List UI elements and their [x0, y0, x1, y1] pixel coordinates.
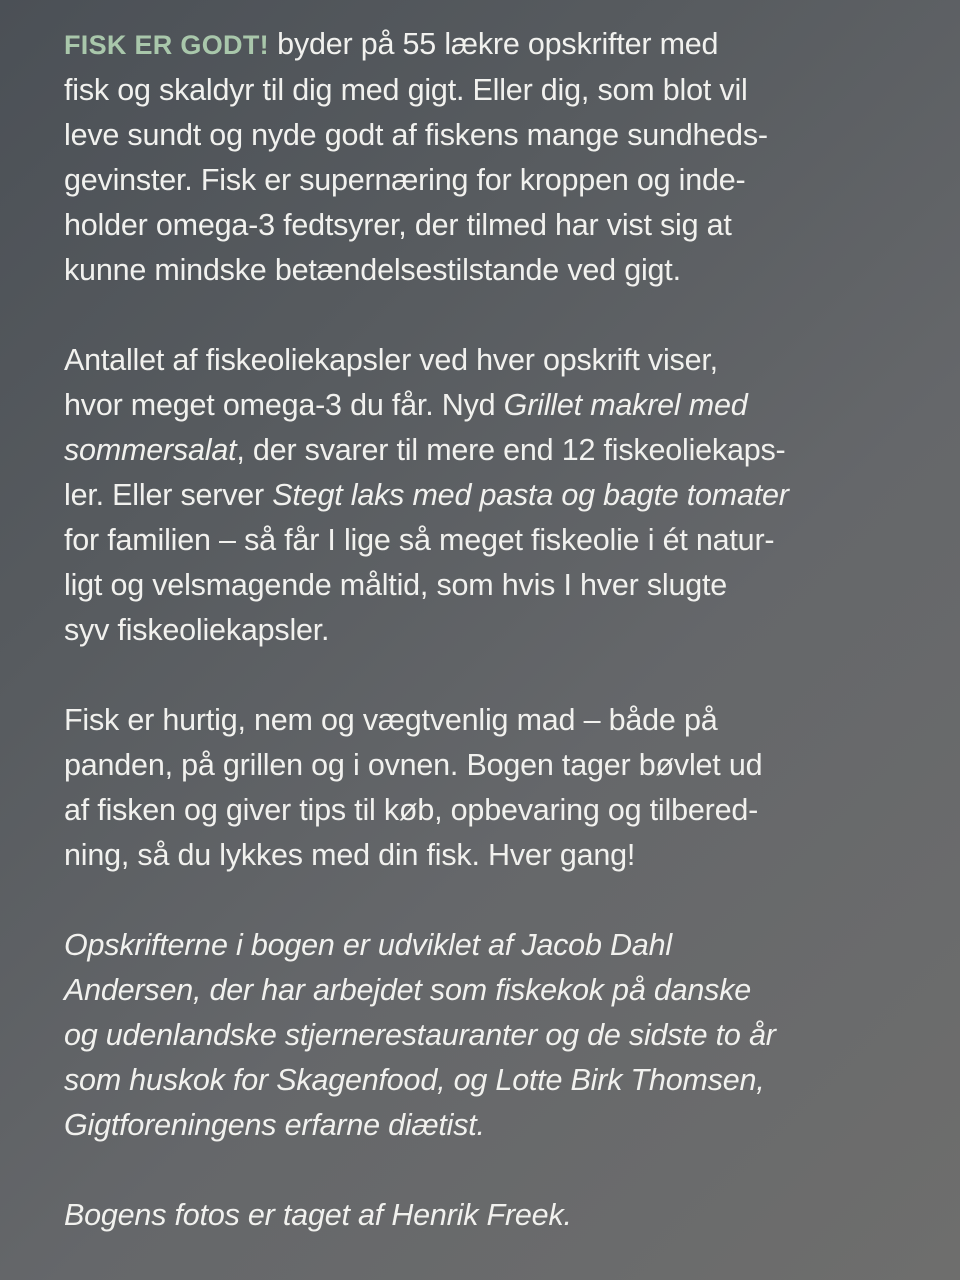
text-fragment: byder på 55 lækre opskrifter med: [268, 27, 719, 61]
text-line: ning, så du lykkes med din fisk. Hver gang!: [64, 838, 636, 872]
text-line: ligt og velsmagende måltid, som hvis I hver slugte: [64, 568, 728, 602]
paragraph-photo-credit: [64, 1193, 854, 1238]
paragraph-intro: [64, 22, 854, 293]
text-line: gevinster. Fisk er supernæring for kroppen og inde-: [64, 163, 746, 197]
text-line: panden, på grillen og i ovnen. Bogen tager bøvlet ud: [64, 748, 763, 782]
book-title: FISK ER GODT!: [64, 30, 269, 60]
text-line: syv fiskeoliekapsler.: [64, 613, 330, 647]
text-line: Antallet af fiskeoliekapsler ved hver opskrift viser,: [64, 343, 718, 377]
text-line: fisk og skaldyr til dig med gigt. Eller dig, som blot vil: [64, 73, 748, 107]
text-line: for familien – så får I lige så meget fiskeolie i ét natur-: [64, 523, 775, 557]
text-fragment: ler. Eller server: [64, 478, 273, 512]
recipe-name: sommersalat: [64, 433, 237, 467]
text-line: holder omega-3 fedtsyrer, der tilmed har vist sig at: [64, 208, 732, 242]
back-cover-text: [64, 22, 854, 1238]
paragraph-gap: [64, 653, 854, 698]
recipe-name: Stegt laks med pasta og bagte tomater: [272, 478, 789, 512]
text-line: som huskok for Skagenfood, og Lotte Birk Thomsen,: [64, 1063, 765, 1097]
paragraph-gap: [64, 293, 854, 338]
text-line: Andersen, der har arbejdet som fiskekok på danske: [64, 973, 752, 1007]
paragraph-cooking: [64, 698, 854, 878]
text-line: Opskrifterne i bogen er udviklet af Jacob Dahl: [64, 928, 672, 962]
text-fragment: hvor meget omega-3 du får. Nyd: [64, 388, 504, 422]
text-line: [64, 473, 854, 518]
text-line: Gigtforeningens erfarne diætist.: [64, 1108, 485, 1142]
text-line: og udenlandske stjernerestauranter og de sidste to år: [64, 1018, 776, 1052]
paragraph-authors: [64, 923, 854, 1148]
text-line: af fisken og giver tips til køb, opbevaring og tilbered-: [64, 793, 759, 827]
text-line: Bogens fotos er taget af Henrik Freek.: [64, 1198, 572, 1232]
text-line: Fisk er hurtig, nem og vægtvenlig mad – både på: [64, 703, 718, 737]
paragraph-omega3: [64, 338, 854, 653]
text-line: [64, 428, 854, 473]
paragraph-gap: [64, 878, 854, 923]
paragraph-gap: [64, 1148, 854, 1193]
recipe-name: Grillet makrel med: [503, 388, 748, 422]
text-line: leve sundt og nyde godt af fiskens mange sundheds-: [64, 118, 768, 152]
text-line: kunne mindske betændelsestilstande ved gigt.: [64, 253, 681, 287]
text-line: [64, 22, 854, 68]
text-fragment: , der svarer til mere end 12 fiskeoliekaps-: [236, 433, 786, 467]
text-line: [64, 383, 854, 428]
